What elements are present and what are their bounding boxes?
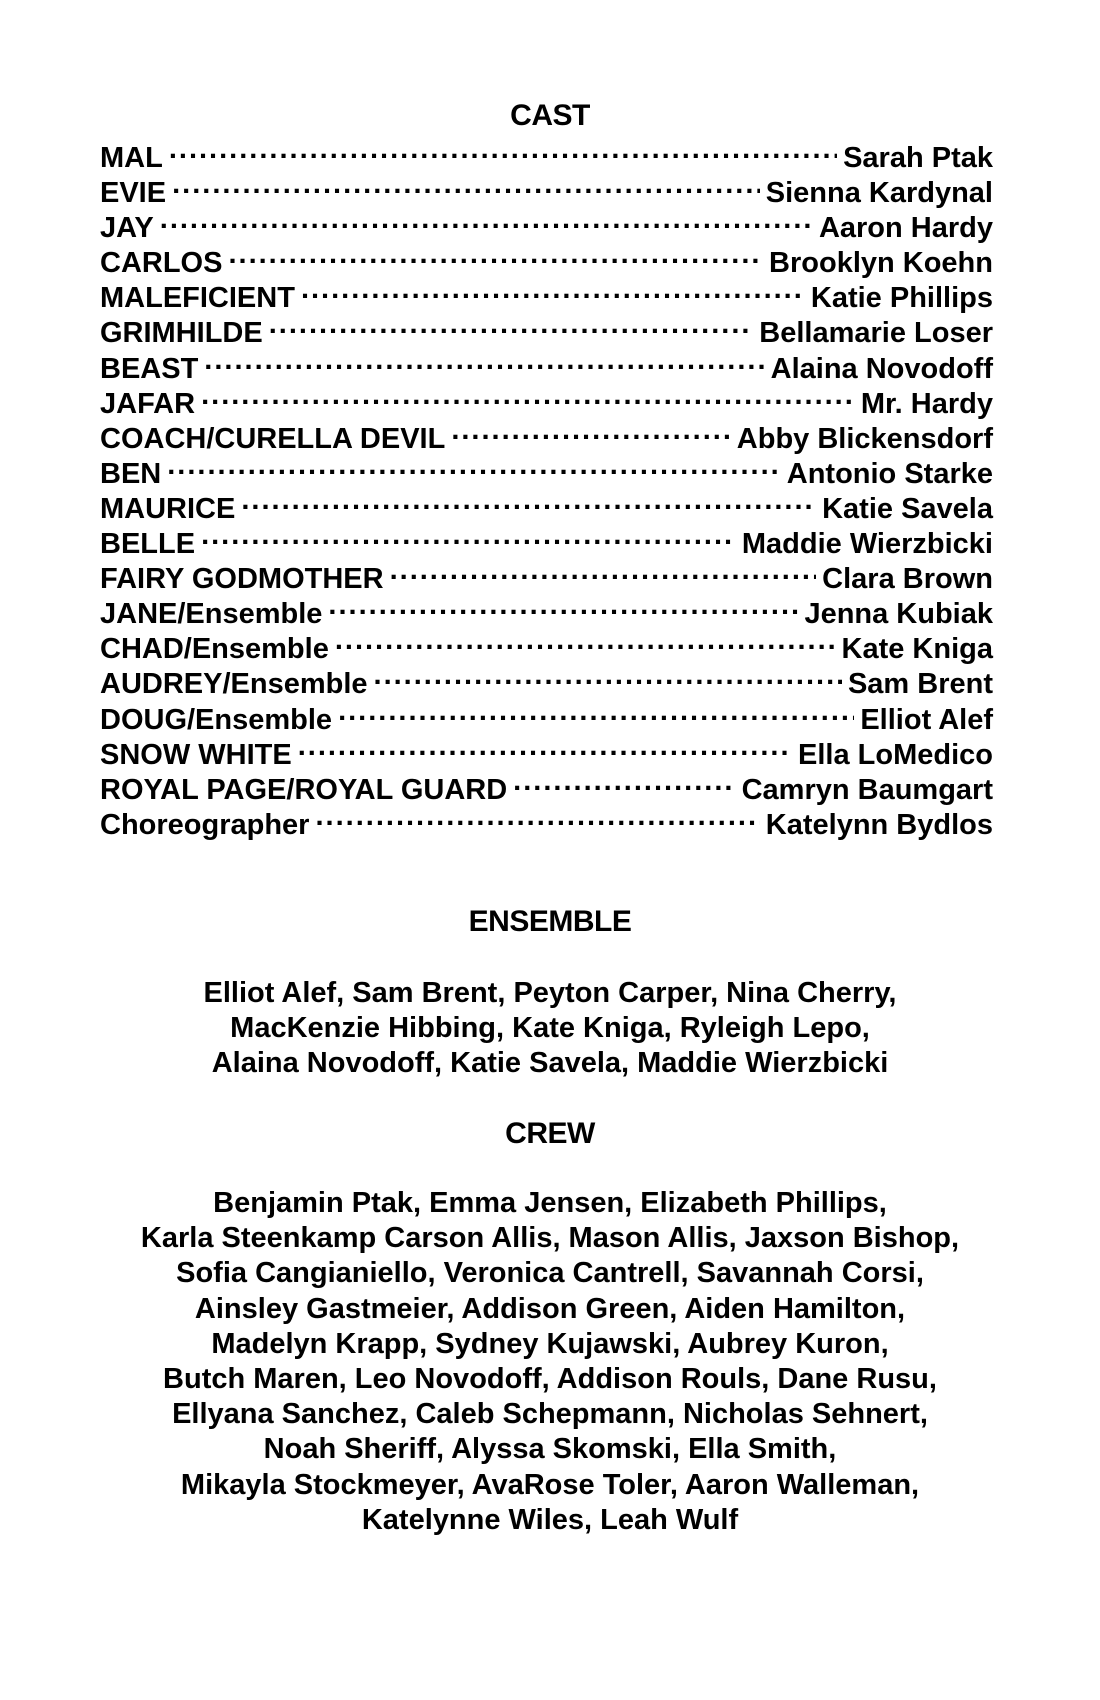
- actor-name: Abby Blickensdorf: [736, 422, 993, 455]
- ensemble-names: [60, 976, 1040, 1082]
- crew-line: Katelynne Wiles, Leah Wulf: [361, 1503, 739, 1536]
- dot-leader: [204, 343, 764, 378]
- actor-name: Antonio Starke: [786, 457, 993, 490]
- role-name: BEN: [100, 457, 162, 490]
- crew-line: Madelyn Krapp, Sydney Kujawski, Aubrey Kuron,: [211, 1327, 889, 1360]
- dot-leader: [451, 413, 730, 448]
- dot-leader: [201, 518, 736, 553]
- cast-row: [100, 132, 993, 174]
- crew-line: Ellyana Sanchez, Caleb Schepmann, Nicholas Sehnert,: [172, 1398, 928, 1431]
- actor-name: Sienna Kardynal: [765, 177, 993, 210]
- role-name: JANE/Ensemble: [100, 598, 323, 631]
- crew-line: Mikayla Stockmeyer, AvaRose Toler, Aaron Walleman,: [180, 1468, 920, 1501]
- crew-line: Noah Sheriff, Alyssa Skomski, Ella Smith,: [263, 1433, 837, 1466]
- role-name: DOUG/Ensemble: [100, 703, 333, 736]
- role-name: MAURICE: [100, 492, 236, 525]
- actor-name: Bellamarie Loser: [759, 317, 993, 350]
- dot-leader: [201, 378, 855, 413]
- actor-name: Maddie Wierzbicki: [741, 528, 993, 561]
- ensemble-line: MacKenzie Hibbing, Kate Kniga, Ryleigh Lepo,: [230, 1012, 870, 1045]
- dot-leader: [374, 658, 842, 693]
- dot-leader: [228, 237, 763, 272]
- crew-line: Ainsley Gastmeier, Addison Green, Aiden Hamilton,: [194, 1292, 906, 1325]
- actor-name: Katelynn Bydlos: [765, 808, 993, 841]
- ensemble-heading: ENSEMBLE: [468, 905, 632, 938]
- actor-name: Mr. Hardy: [860, 387, 993, 420]
- role-name: CHAD/Ensemble: [100, 633, 329, 666]
- crew-line: Butch Maren, Leo Novodoff, Addison Rouls, Dane Rusu,: [163, 1363, 937, 1396]
- dot-leader: [328, 588, 798, 623]
- dot-leader: [241, 483, 816, 518]
- role-name: COACH/CURELLA DEVIL: [100, 422, 446, 455]
- role-name: BEAST: [100, 352, 199, 385]
- role-name: Choreographer: [100, 808, 310, 841]
- role-name: ROYAL PAGE/ROYAL GUARD: [100, 773, 508, 806]
- dot-leader: [390, 553, 817, 588]
- actor-name: Sarah Ptak: [843, 142, 993, 174]
- dot-leader: [298, 729, 792, 764]
- dot-leader: [269, 307, 754, 342]
- ensemble-line: Elliot Alef, Sam Brent, Peyton Carper, Nina Cherry,: [203, 977, 897, 1009]
- actor-name: Kate Kniga: [841, 633, 993, 666]
- actor-name: Katie Savela: [822, 492, 993, 525]
- role-name: GRIMHILDE: [100, 317, 263, 350]
- dot-leader: [169, 132, 837, 167]
- role-name: MALEFICIENT: [100, 282, 295, 315]
- role-name: SNOW WHITE: [100, 738, 292, 771]
- ensemble-line: Alaina Novodoff, Katie Savela, Maddie Wierzbicki: [211, 1047, 889, 1080]
- dot-leader: [335, 623, 836, 658]
- actor-name: Clara Brown: [822, 563, 993, 596]
- crew-names: [60, 1186, 1040, 1538]
- actor-name: Sam Brent: [847, 668, 993, 701]
- dot-leader: [513, 764, 735, 799]
- actor-name: Alaina Novodoff: [770, 352, 993, 385]
- role-name: AUDREY/Ensemble: [100, 668, 368, 701]
- dot-leader: [338, 694, 854, 729]
- dot-leader: [167, 448, 781, 483]
- role-name: JAY: [100, 212, 154, 245]
- crew-line: Benjamin Ptak, Emma Jensen, Elizabeth Phillips,: [213, 1187, 887, 1219]
- actor-name: Elliot Alef: [860, 703, 993, 736]
- actor-name: Aaron Hardy: [818, 212, 993, 245]
- crew-line: Sofia Cangianiello, Veronica Cantrell, Savannah Corsi,: [176, 1257, 924, 1290]
- cast-heading: CAST: [510, 99, 590, 132]
- actor-name: Jenna Kubiak: [804, 598, 993, 631]
- crew-line: Karla Steenkamp Carson Allis, Mason Allis, Jaxson Bishop,: [140, 1222, 960, 1255]
- dot-leader: [172, 167, 760, 202]
- role-name: EVIE: [100, 177, 167, 210]
- actor-name: Brooklyn Koehn: [769, 247, 993, 280]
- role-name: CARLOS: [100, 247, 223, 280]
- cast-list: [100, 132, 993, 841]
- role-name: BELLE: [100, 528, 196, 561]
- actor-name: Ella LoMedico: [798, 738, 993, 771]
- actor-name: Camryn Baumgart: [741, 773, 993, 806]
- role-name: MAL: [100, 142, 163, 174]
- dot-leader: [315, 799, 759, 834]
- role-name: JAFAR: [100, 387, 196, 420]
- dot-leader: [301, 272, 805, 307]
- actor-name: Katie Phillips: [810, 282, 993, 315]
- dot-leader: [160, 202, 813, 237]
- crew-heading: CREW: [505, 1117, 595, 1150]
- role-name: FAIRY GODMOTHER: [100, 563, 384, 596]
